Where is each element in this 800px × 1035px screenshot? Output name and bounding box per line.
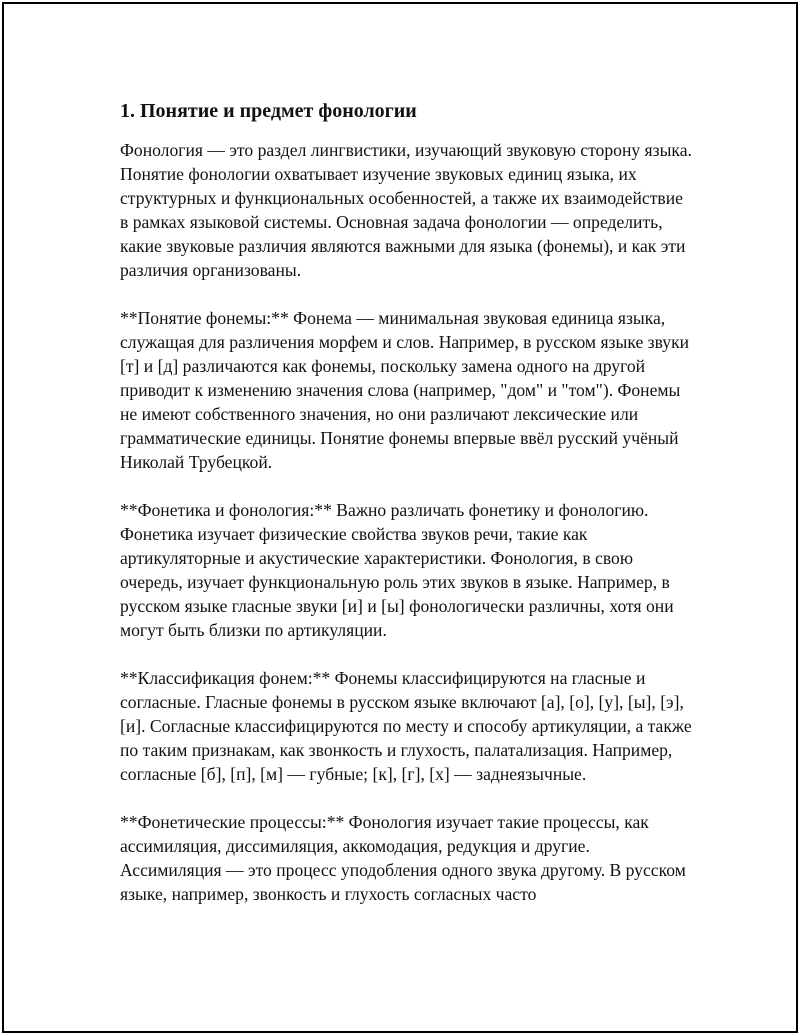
section-heading: 1. Понятие и предмет фонологии xyxy=(120,100,417,122)
paragraph-phoneme-concept: **Понятие фонемы:** Фонема — минимальная звуковая единица языка, служащая для различения морфем и слов. Например, в русском языке звуки [т] и [д] различаются как фонемы, поскольку замена одного на другой приводит к изменению значения слова (например, "дом" и "том"). Фонемы не имеют собственного значения, но они различают лексические или грамматические единицы. Понятие фонемы впервые ввёл русский учёный Николай Трубецкой. xyxy=(120,308,690,472)
paragraph-intro: Фонология — это раздел лингвистики, изучающий звуковую сторону языка. Понятие фонологии охватывает изучение звуковых единиц языка, их структурных и функциональных особенностей, а также их взаимодействие в рамках языковой системы. Основная задача фонологии — определить, какие звуковые различия являются важными для языка (фонемы), и как эти различия организованы. xyxy=(120,140,692,280)
paragraph-phoneme-classification: **Классификация фонем:** Фонемы классифицируются на гласные и согласные. Гласные фонемы в русском языке включают [а], [о], [у], [ы], [э], [и]. Согласные классифицируются по месту и способу артикуляции, а также по таким признакам, как звонкость и глухость, палатализация. Например, согласные [б], [п], [м] — губные; [к], [г], [х] — заднеязычные. xyxy=(120,668,692,784)
paragraph-phonetics-vs-phonology: **Фонетика и фонология:** Важно различать фонетику и фонологию. Фонетика изучает физические свойства звуков речи, такие как артикуляторные и акустические характеристики. Фонология, в свою очередь, изучает функциональную роль этих звуков в языке. Например, в русском языке гласные звуки [и] и [ы] фонологически различны, хотя они могут быть близки по артикуляции. xyxy=(120,500,674,640)
document-page xyxy=(2,2,798,1033)
document-content xyxy=(120,98,695,930)
paragraph-phonetic-processes: **Фонетические процессы:** Фонология изучает такие процессы, как ассимиляция, диссимиляция, аккомодация, редукция и другие. Ассимиляция — это процесс уподобления одного звука другому. В русском языке, например, звонкость и глухость согласных часто xyxy=(120,812,686,904)
